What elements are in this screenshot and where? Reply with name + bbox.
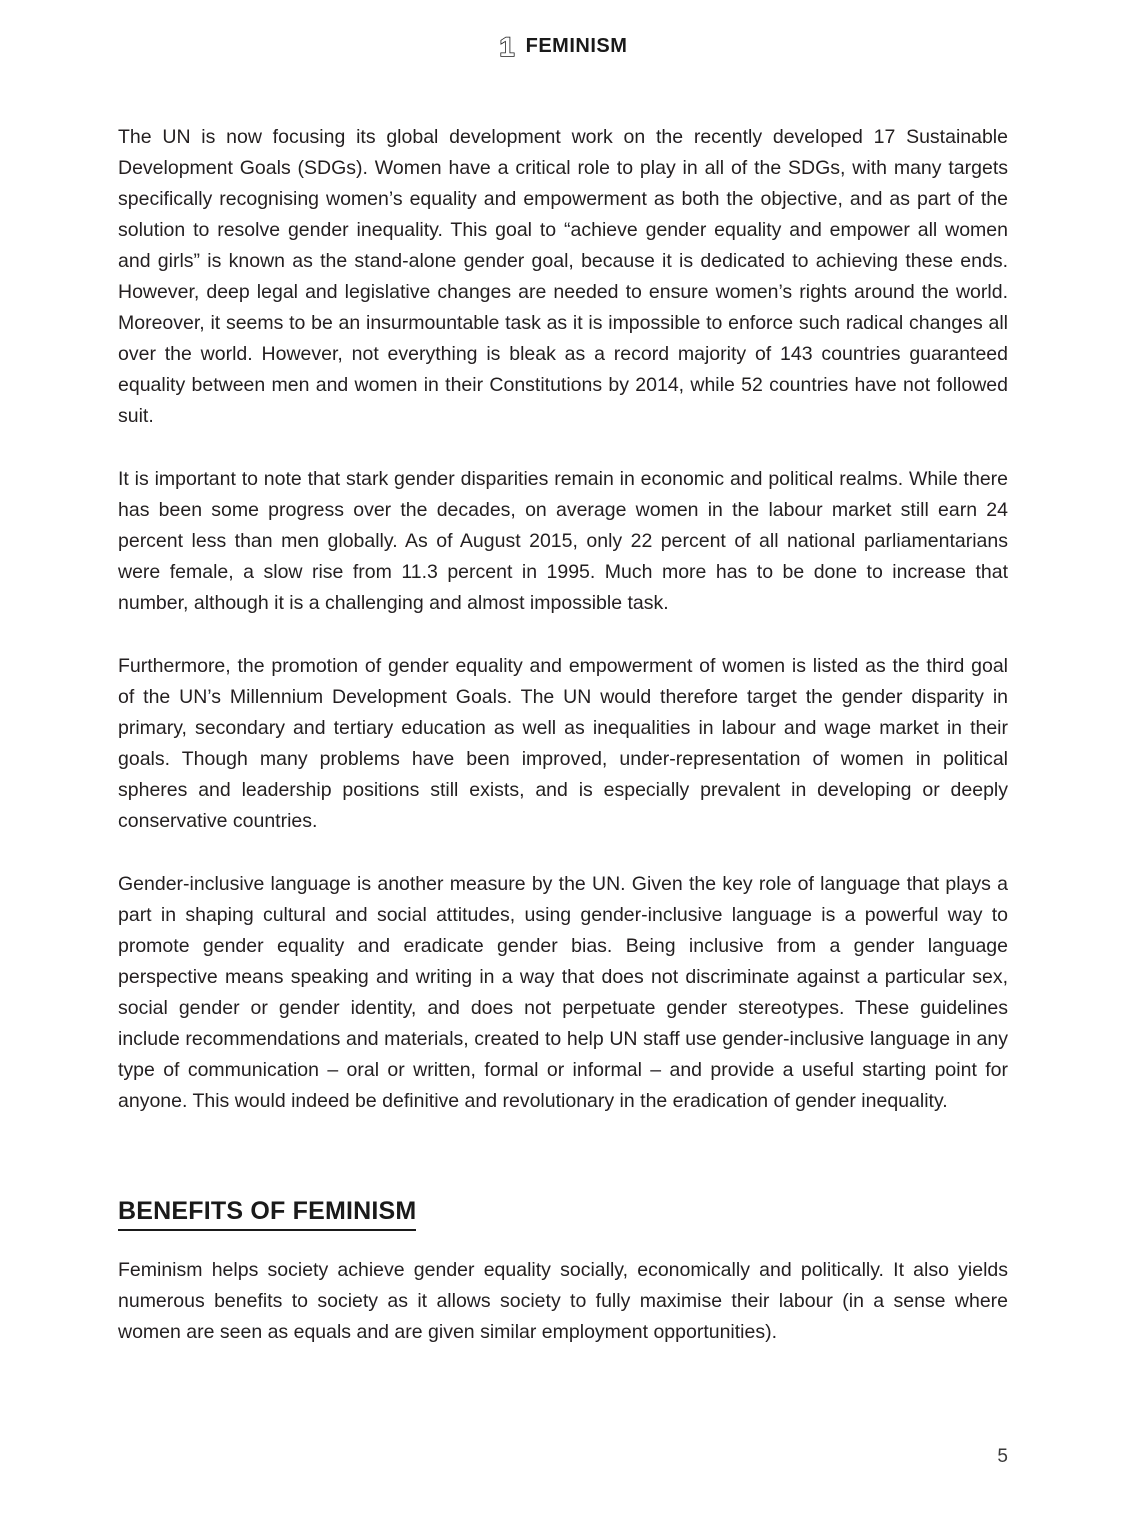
running-header-title: FEMINISM [525,34,628,57]
page-header [0,30,1122,62]
section-heading-text: BENEFITS OF FEMINISM [118,1197,416,1231]
body-paragraph: Gender-inclusive language is another measure by the UN. Given the key role of language that plays a part in shaping cultural and social attitudes, using gender-inclusive language is a powerful way to promote gender equality and eradicate gender bias. Being inclusive from a gender language perspective means speaking and writing in a way that does not discriminate against a particular sex, social gender or gender identity, and does not perpetuate gender stereotypes. These guidelines include recommendations and materials, created to help UN staff use gender-inclusive language in any type of communication – oral or written, formal or informal – and provide a useful starting point for anyone. This would indeed be definitive and revolutionary in the eradication of gender inequality. [118,873,1008,1112]
page-number: 5 [997,1446,1008,1467]
body-paragraph: The UN is now focusing its global development work on the recently developed 17 Sustainable Development Goals (SDGs). Women have a critical role to play in all of the SDGs, with many targets specifically recognising women’s equality and empowerment as both the objective, and as part of the solution to resolve gender inequality. This goal to “achieve gender equality and empower all women and girls” is known as the stand-alone gender goal, because it is dedicated to achieving these ends. However, deep legal and legislative changes are needed to ensure women’s rights around the world. Moreover, it seems to be an insurmountable task as it is impossible to enforce such radical changes all over the world. However, not everything is bleak as a record majority of 143 countries guaranteed equality between men and women in their Constitutions by 2014, while 52 countries have not followed suit. [118,126,1008,427]
chapter-number: 1 [499,32,515,62]
page-body [118,122,1008,1380]
body-paragraph: Furthermore, the promotion of gender equality and empowerment of women is listed as the third goal of the UN’s Millennium Development Goals. The UN would therefore target the gender disparity in primary, secondary and tertiary education as well as inequalities in labour and wage market in their goals. Though many problems have been improved, under-representation of women in political spheres and leadership positions still exists, and is especially prevalent in developing or deeply conservative countries. [118,655,1008,832]
chapter-number-outlined-glyph [495,30,519,62]
body-paragraph: Feminism helps society achieve gender equality socially, economically and politically. It also yields numerous benefits to society as it allows society to fully maximise their labour (in a sense where women are seen as equals and are given similar employment opportunities). [118,1259,1008,1343]
section-heading [118,1197,1008,1231]
body-paragraph: It is important to note that stark gender disparities remain in economic and political realms. While there has been some progress over the decades, on average women in the labour market still earn 24 percent less than men globally. As of August 2015, only 22 percent of all national parliamentarians were female, a slow rise from 11.3 percent in 1995. Much more has to be done to increase that number, although it is a challenging and almost impossible task. [118,468,1008,614]
